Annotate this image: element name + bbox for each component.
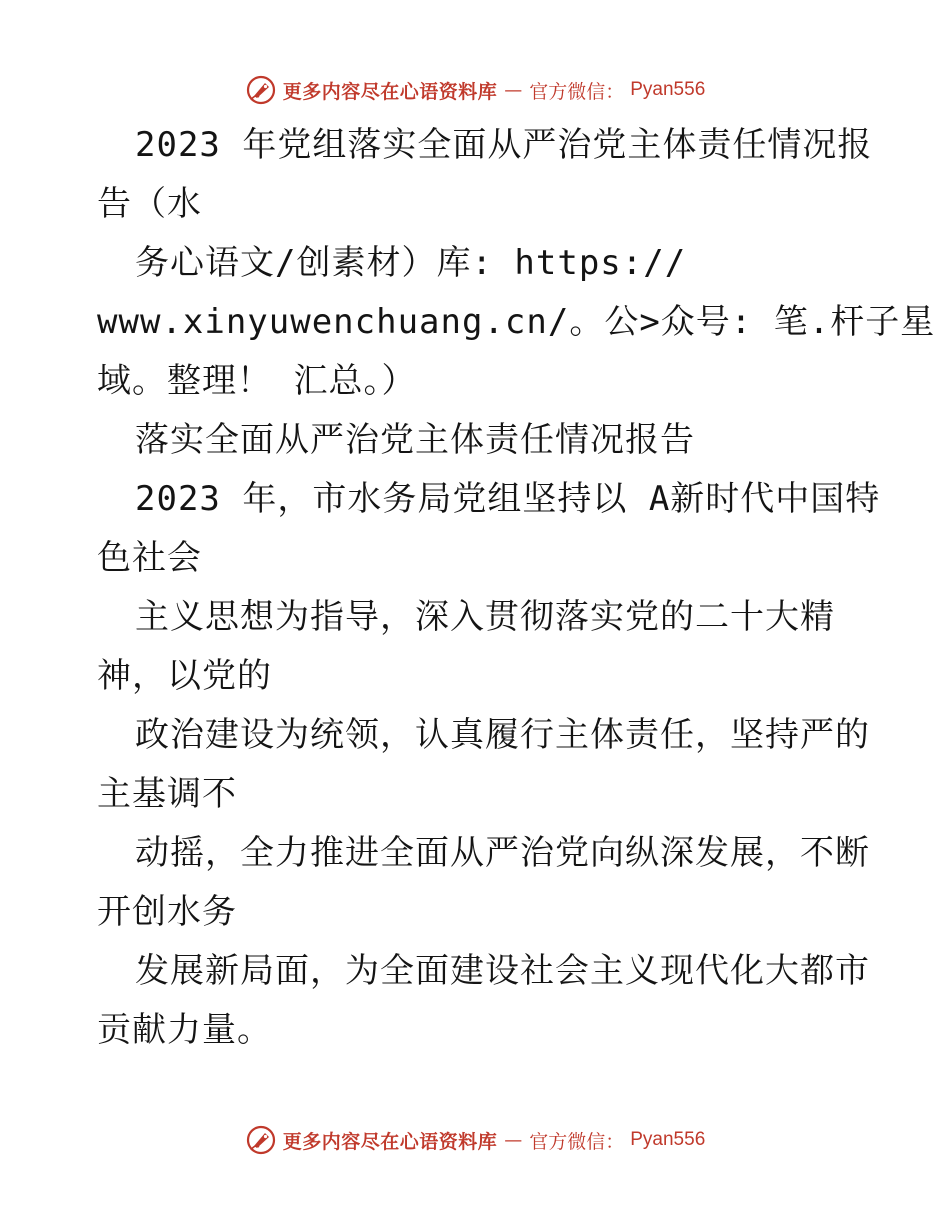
text-line: 主义思想为指导，深入贯彻落实党的二十大精 [135,597,835,637]
text-line: 发展新局面，为全面建设社会主义现代化大都市 [135,951,870,991]
watermark-title: 更多内容尽在心语资料库 [282,80,498,103]
pen-nib-logo-icon [245,74,277,106]
text-line: 域。整理！ 汇总。） [97,361,417,401]
watermark-wechat-label: 官方微信： [529,1130,625,1153]
text-line: 政治建设为统领，认真履行主体责任，坚持严的 [135,715,870,755]
text-line: 2023 年党组落实全面从严治党主体责任情况报 [135,125,873,165]
text-line: 告（水 [97,184,202,224]
pen-nib-logo-icon [245,1124,277,1156]
text-line: 务心语文/创素材）库: https:// [135,243,687,283]
watermark-separator: — [504,1129,523,1151]
header-watermark [0,72,950,108]
text-line: 贡献力量。 [97,1010,272,1050]
text-line: 神，以党的 [97,656,272,696]
footer-watermark [0,1122,950,1158]
watermark-separator: — [504,79,523,101]
text-line: 动摇，全力推进全面从严治党向纵深发展，不断 [135,833,870,873]
watermark-title: 更多内容尽在心语资料库 [282,1130,498,1153]
watermark-contact: Pyan556 [630,79,706,100]
text-line: 主基调不 [97,774,237,814]
section-title: 落实全面从严治党主体责任情况报告 [135,420,695,460]
watermark-contact: Pyan556 [630,1129,706,1150]
watermark-wechat-label: 官方微信： [529,80,625,103]
text-line: www.xinyuwenchuang.cn/。公>众号: 笔.杆子星 [97,302,936,342]
text-line: 色社会 [97,538,202,578]
document-body [97,116,936,1060]
text-line: 2023 年，市水务局党组坚持以 A新时代中国特 [135,479,881,519]
text-line: 开创水务 [97,892,237,932]
